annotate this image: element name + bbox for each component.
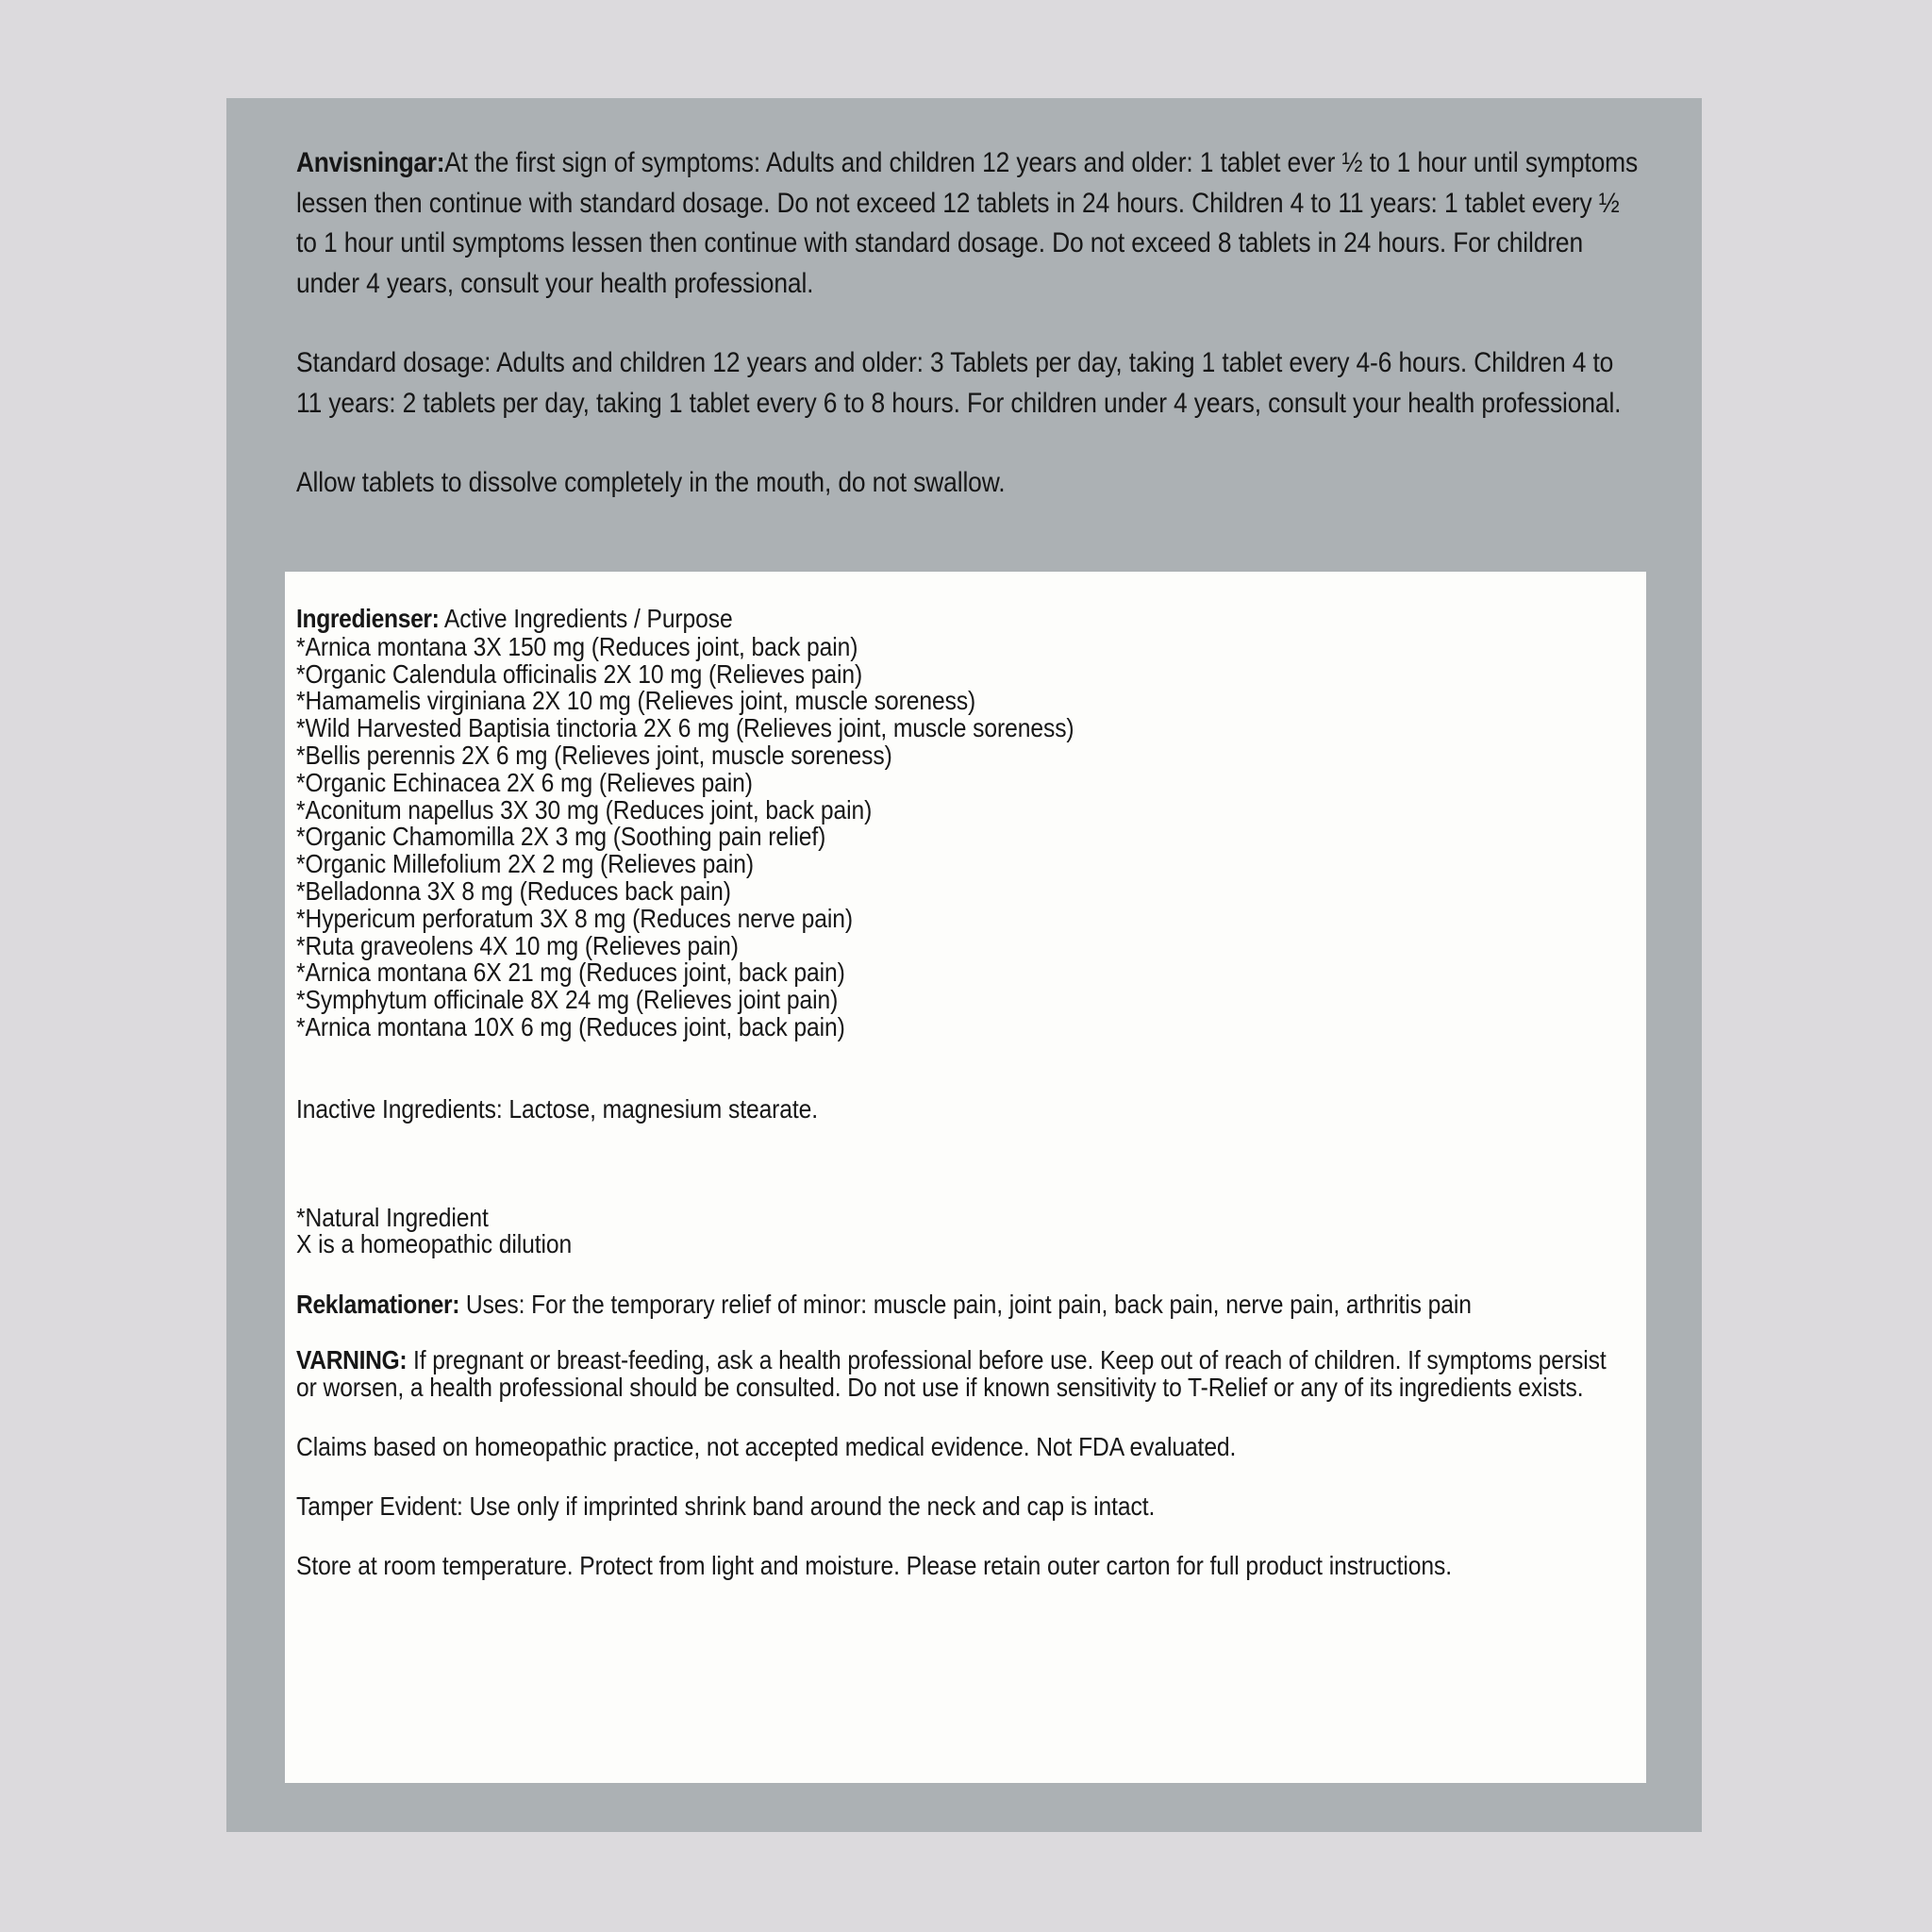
directions-paragraph-1-text: At the first sign of symptoms: Adults and children 12 years and older: 1 tablet ever ½ to 1 hour until symptoms lessen then continue with standard dosage. Do not exceed 12 tablets in 24 hours. Children 4 to 11 years: 1 tablet every ½ to 1 hour until symptoms lessen then continue with standard dosage. Do not exceed 8 tablets in 24 hours. For children under 4 years, consult your health professional. <box>296 147 1645 299</box>
ingredient-item: *Ruta graveolens 4X 10 mg (Relieves pain) <box>296 930 739 960</box>
ingredient-item: *Wild Harvested Baptisia tinctoria 2X 6 mg (Relieves joint, muscle soreness) <box>296 713 1074 743</box>
storage-instructions: Store at room temperature. Protect from light and moisture. Please retain outer carton for full product instructions. <box>296 1551 1453 1581</box>
ingredients-heading-line <box>296 606 1617 633</box>
ingredients-content <box>296 606 1617 1579</box>
claims-text: Uses: For the temporary relief of minor: muscle pain, joint pain, back pain, nerve pain, arthritis pain <box>465 1290 1472 1320</box>
product-label-panel <box>226 98 1702 1832</box>
warning-heading: VARNING: <box>296 1345 408 1375</box>
warning-text: If pregnant or breast-feeding, ask a health professional before use. Keep out of reach of children. If symptoms persist or worsen, a health professional should be consulted. Do not use if known sensitivity to T-Relief or any of its ingredients exists. <box>296 1345 1613 1403</box>
directions-paragraph-3: Allow tablets to dissolve completely in the mouth, do not swallow. <box>296 467 1006 498</box>
ingredient-item: *Arnica montana 10X 6 mg (Reduces joint, back pain) <box>296 1011 845 1041</box>
spacer <box>296 1041 1617 1096</box>
ingredient-item: *Hypericum perforatum 3X 8 mg (Reduces nerve pain) <box>296 903 853 933</box>
ingredients-inset-box <box>285 572 1646 1783</box>
directions-paragraph-1 <box>296 143 1643 304</box>
ingredient-item: *Arnica montana 6X 21 mg (Reduces joint, back pain) <box>296 958 845 988</box>
natural-ingredient-footnote: *Natural Ingredient <box>296 1202 489 1232</box>
claims-heading: Reklamationer: <box>296 1290 460 1320</box>
directions-paragraph-2: Standard dosage: Adults and children 12 years and older: 3 Tablets per day, taking 1 tablet every 4-6 hours. Children 4 to 11 years: 2 tablets per day, taking 1 tablet every 6 to 8 hours. For children under 4 years, consult your health professional. <box>296 347 1622 419</box>
ingredient-item: *Aconitum napellus 3X 30 mg (Reduces joint, back pain) <box>296 794 873 824</box>
directions-section <box>296 143 1643 504</box>
ingredient-item: *Bellis perennis 2X 6 mg (Relieves joint, muscle soreness) <box>296 740 892 770</box>
ingredient-item: *Organic Echinacea 2X 6 mg (Relieves pain) <box>296 767 753 797</box>
inactive-ingredients: Inactive Ingredients: Lactose, magnesium stearate. <box>296 1093 819 1124</box>
ingredient-item: *Symphytum officinale 8X 24 mg (Relieves joint pain) <box>296 985 839 1015</box>
spacer <box>296 1124 1617 1178</box>
warning-section <box>296 1346 1617 1401</box>
claims-section <box>296 1291 1617 1318</box>
tamper-evident-notice: Tamper Evident: Use only if imprinted shrink band around the neck and cap is intact. <box>296 1491 1156 1522</box>
ingredients-heading: Ingredienser: <box>296 604 440 633</box>
ingredient-item: *Organic Calendula officinalis 2X 10 mg (Relieves pain) <box>296 658 863 689</box>
ingredient-item: *Organic Millefolium 2X 2 mg (Relieves pain) <box>296 849 755 879</box>
spacer <box>296 1178 1617 1205</box>
ingredient-item: *Belladonna 3X 8 mg (Reduces back pain) <box>296 875 731 906</box>
directions-heading: Anvisningar: <box>296 147 445 178</box>
ingredient-item: *Arnica montana 3X 150 mg (Reduces joint, back pain) <box>296 631 858 661</box>
ingredient-item: *Hamamelis virginiana 2X 10 mg (Relieves joint, muscle soreness) <box>296 686 976 716</box>
claims-disclaimer: Claims based on homeopathic practice, not accepted medical evidence. Not FDA evaluated. <box>296 1432 1237 1462</box>
dilution-footnote: X is a homeopathic dilution <box>296 1229 573 1259</box>
ingredients-heading-rest: Active Ingredients / Purpose <box>443 604 733 633</box>
ingredient-item: *Organic Chamomilla 2X 3 mg (Soothing pain relief) <box>296 822 826 852</box>
